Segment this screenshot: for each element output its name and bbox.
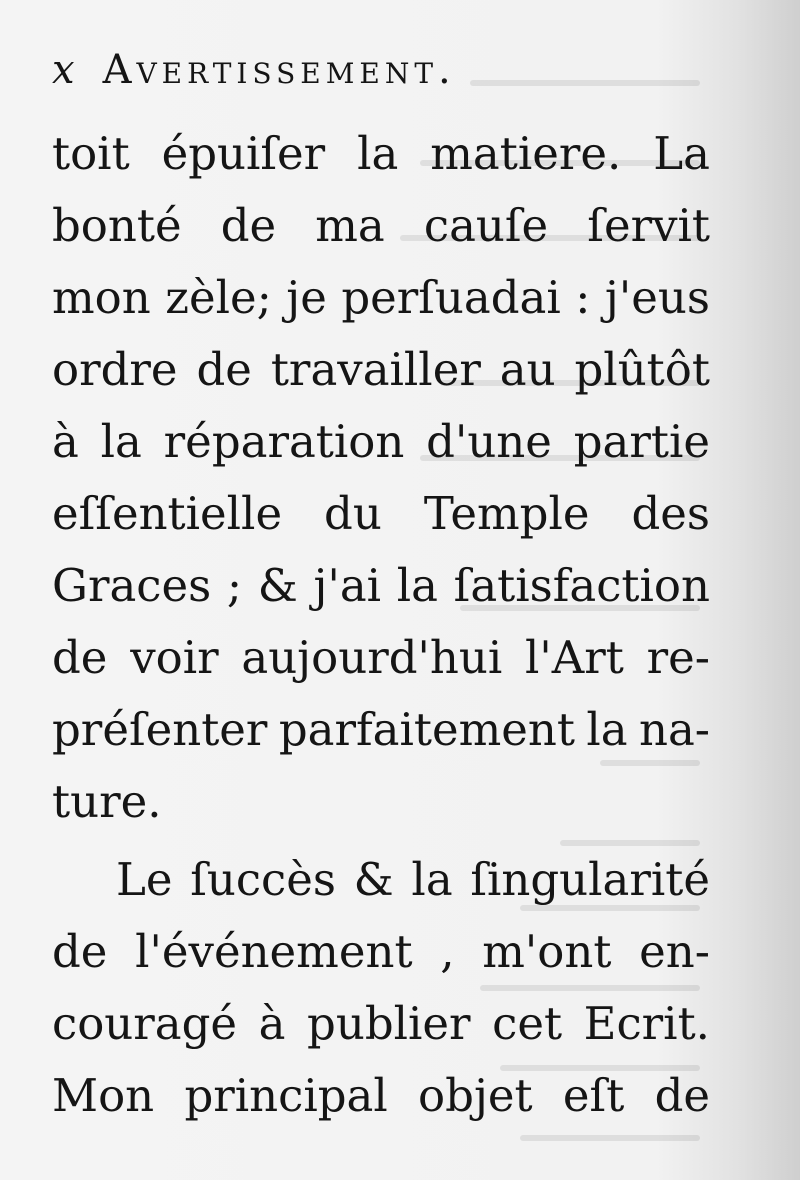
word: ſervit — [587, 199, 710, 252]
text-line — [52, 1060, 710, 1132]
text-line — [52, 262, 710, 334]
word: ſatisfaction — [453, 559, 710, 612]
word: perſuadai — [341, 271, 561, 324]
word: la — [357, 127, 399, 180]
word: toit — [52, 127, 130, 180]
word: La — [653, 127, 710, 180]
word: du — [324, 487, 382, 540]
word: re- — [646, 631, 710, 684]
word: partie — [573, 415, 710, 468]
word: à — [258, 997, 286, 1050]
text-line — [52, 622, 710, 694]
word: objet — [418, 1069, 533, 1122]
word: eſt — [562, 1069, 625, 1122]
word: la — [396, 559, 438, 612]
word: travailler — [270, 343, 481, 396]
body-text — [52, 118, 710, 1132]
word: couragé — [52, 997, 238, 1050]
paragraph — [52, 844, 710, 1132]
word: je — [286, 271, 327, 324]
word: publier — [307, 997, 471, 1050]
word: réparation — [163, 415, 405, 468]
word: : — [575, 271, 591, 324]
word: ture. — [52, 775, 162, 828]
text-line — [52, 118, 710, 190]
word: ordre — [52, 343, 178, 396]
word: ſuccès — [190, 853, 336, 906]
page-number: x — [52, 47, 75, 93]
word: ma — [315, 199, 385, 252]
word: na- — [638, 703, 710, 756]
word: plûtôt — [574, 343, 710, 396]
text-line — [52, 988, 710, 1060]
running-head: Avertissement. — [102, 47, 456, 93]
text-line — [52, 844, 710, 916]
word: voir — [130, 631, 219, 684]
word: & — [353, 853, 394, 906]
word: au — [499, 343, 556, 396]
word: eſſentielle — [52, 487, 283, 540]
word: mon — [52, 271, 151, 324]
word: principal — [184, 1069, 388, 1122]
word: Le — [116, 853, 173, 906]
word: parfaitement — [278, 703, 575, 756]
word: de — [220, 199, 277, 252]
page-header — [52, 40, 712, 100]
word: Graces — [52, 559, 212, 612]
word: en- — [639, 925, 710, 978]
text-line — [52, 190, 710, 262]
word: préſenter — [52, 703, 268, 756]
word: ſingularité — [470, 853, 710, 906]
word: de — [52, 925, 108, 978]
word: Mon — [52, 1069, 155, 1122]
word: la — [411, 853, 453, 906]
word: zèle; — [165, 271, 272, 324]
word: de — [52, 631, 108, 684]
word: j'ai — [313, 559, 382, 612]
word: Temple — [423, 487, 590, 540]
word: matiere. — [430, 127, 622, 180]
text-line — [52, 766, 710, 838]
word: cauſe — [423, 199, 549, 252]
word: , — [440, 925, 455, 978]
word: d'une — [426, 415, 552, 468]
word: & — [257, 559, 298, 612]
word: la — [100, 415, 142, 468]
text-line — [52, 334, 710, 406]
text-line — [52, 916, 710, 988]
word: la — [586, 703, 628, 756]
word: Ecrit. — [583, 997, 710, 1050]
text-line — [52, 406, 710, 478]
word: de — [654, 1069, 710, 1122]
text-line — [52, 550, 710, 622]
word: ; — [226, 559, 243, 612]
word: bonté — [52, 199, 182, 252]
word: cet — [492, 997, 563, 1050]
paragraph — [52, 118, 710, 838]
word: l'événement — [135, 925, 413, 978]
word: de — [196, 343, 252, 396]
word: à — [52, 415, 79, 468]
text-line — [52, 694, 710, 766]
word: aujourd'hui — [241, 631, 503, 684]
text-line — [52, 478, 710, 550]
word: j'eus — [604, 271, 710, 324]
word: m'ont — [482, 925, 612, 978]
word: des — [631, 487, 710, 540]
word: l'Art — [525, 631, 624, 684]
word: épuiſer — [161, 127, 326, 180]
